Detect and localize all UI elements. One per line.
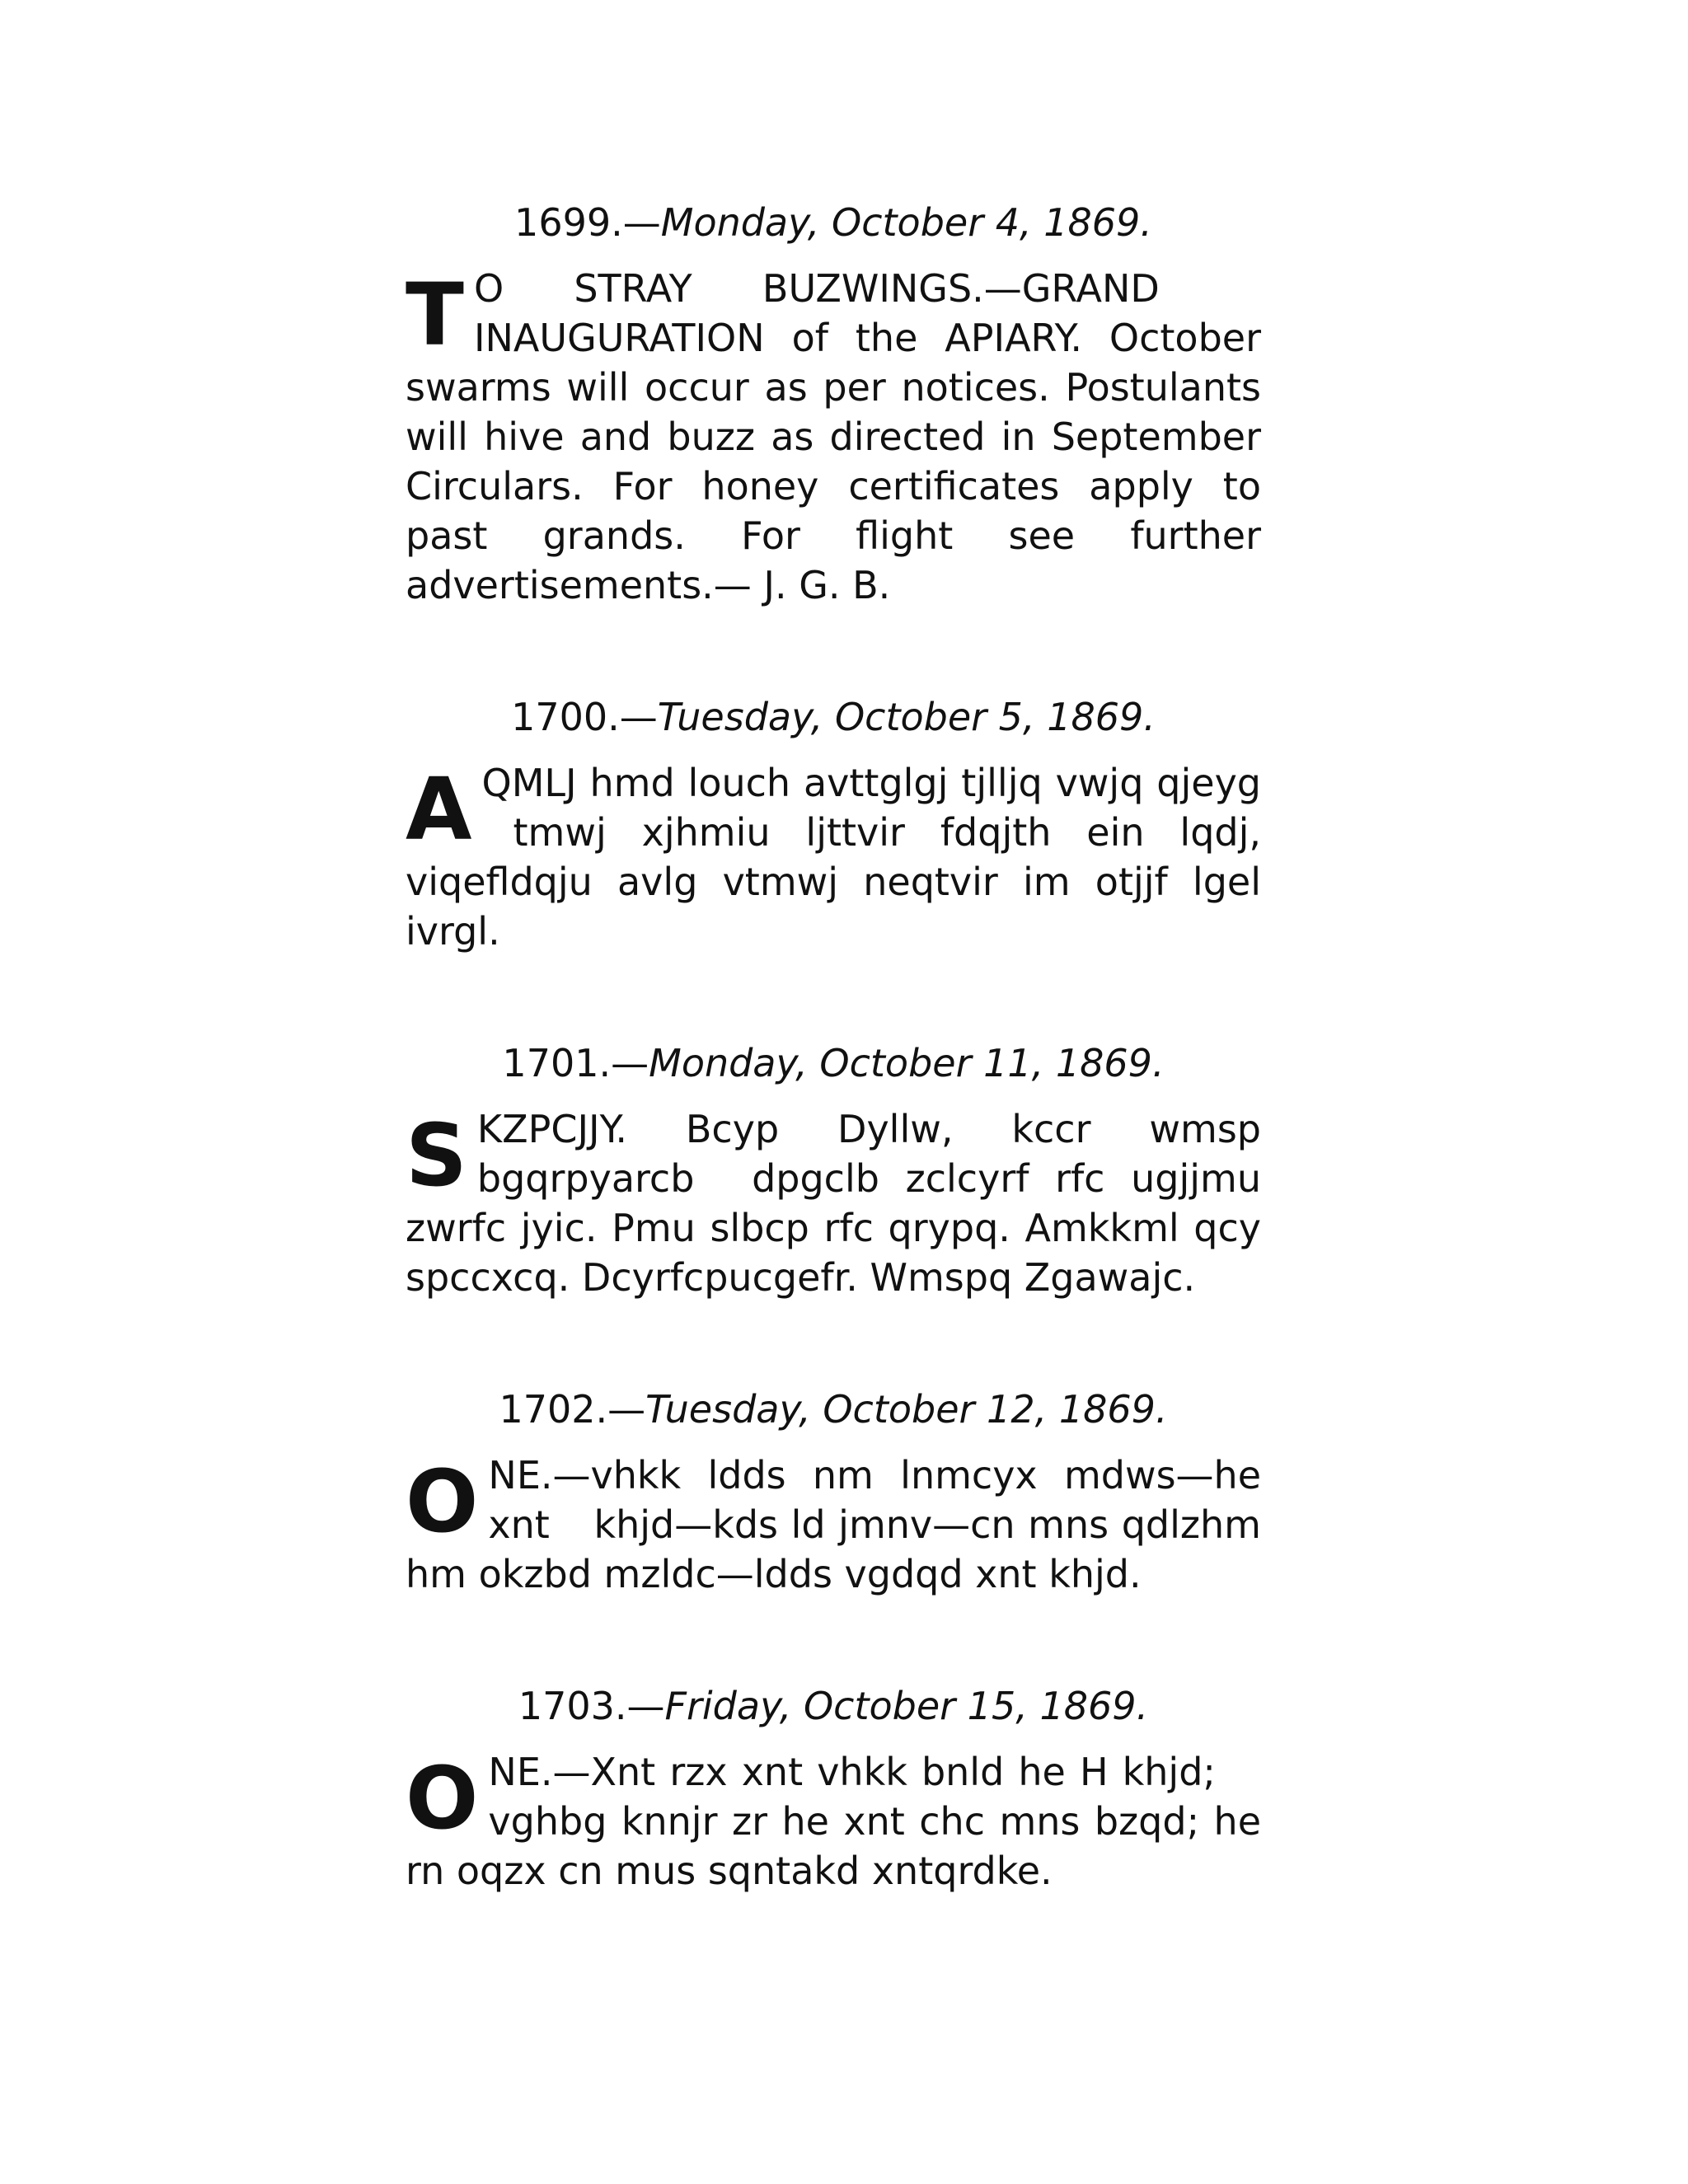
- entry-heading: [406, 692, 1261, 742]
- entry-first-line: O STRAY BUZWINGS.—GRAND: [473, 266, 1160, 311]
- notice-entry-1699: [406, 198, 1261, 610]
- entry-text: tmwj xjhmiu ljttvir fdqjth ein lqdj, viqefldqju avlg vtmwj neqtvir im otjjf lgel ivrgl.: [406, 810, 1261, 954]
- drop-cap: O: [406, 1451, 479, 1552]
- entry-text: INAUGURATION of the APIARY. October swarms will occur as per notices. Postulants will hive and buzz as directed in September Circulars. For honey certificates apply to past grands. For flight see further advertisements.— J. G. B.: [406, 316, 1261, 607]
- entry-date: Tuesday, October 5, 1869.: [657, 695, 1156, 739]
- entry-dash: —: [622, 200, 661, 245]
- entry-number: 1702.: [499, 1387, 608, 1432]
- entry-date: Monday, October 4, 1869.: [660, 200, 1152, 245]
- entry-heading: [406, 1385, 1261, 1434]
- document-page: [406, 198, 1261, 1896]
- entry-number: 1699.: [514, 200, 623, 245]
- entry-body: [406, 1104, 1261, 1302]
- entry-body: [406, 1451, 1261, 1599]
- entry-text: dpgclb zclcyrf rfc ugjjmu zwrfc jyic. Pmu slbcp rfc qrypq. Amkkml qcy spccxcq. Dcyrfcpucgefr. Wmspq Zgawajc.: [406, 1156, 1261, 1300]
- entry-first-line: NE.—Xnt rzx xnt vhkk bnld he H khjd;: [488, 1750, 1216, 1794]
- notice-entry-1701: [406, 1038, 1261, 1302]
- entry-date: Monday, October 11, 1869.: [649, 1041, 1165, 1085]
- notice-entry-1703: [406, 1681, 1261, 1896]
- drop-cap: O: [406, 1748, 479, 1849]
- entry-first-line: QMLJ hmd louch avttglgj tjlljq vwjq qjeyg: [481, 761, 1261, 805]
- entry-body: [406, 758, 1261, 956]
- notice-entry-1700: [406, 692, 1261, 956]
- entry-date: Tuesday, October 12, 1869.: [645, 1387, 1168, 1432]
- entry-number: 1700.: [511, 695, 620, 739]
- entry-heading: [406, 1038, 1261, 1088]
- entry-heading: [406, 198, 1261, 247]
- entry-number: 1703.: [518, 1684, 627, 1728]
- entry-body: [406, 264, 1261, 610]
- entry-text: khjd—kds ld jmnv—cn mns qdlzhm hm okzbd mzldc—ldds vgdqd xnt khjd.: [406, 1502, 1261, 1596]
- entry-number: 1701.: [502, 1041, 612, 1085]
- drop-cap: A: [406, 759, 472, 860]
- entry-dash: —: [607, 1387, 646, 1432]
- drop-cap: S: [406, 1105, 467, 1206]
- entry-first-line: KZPCJJY. Bcyp Dyllw, kccr wmsp bgqrpyarcb: [476, 1107, 1261, 1201]
- entry-body: [406, 1747, 1261, 1896]
- entry-first-line: NE.—vhkk ldds nm lnmcyx mdws—he xnt: [488, 1453, 1261, 1547]
- entry-date: Friday, October 15, 1869.: [664, 1684, 1149, 1728]
- entry-dash: —: [611, 1041, 649, 1085]
- drop-cap: T: [406, 265, 464, 365]
- entry-dash: —: [619, 695, 658, 739]
- entry-text: vghbg knnjr zr he xnt chc mns bzqd; he rn oqzx cn mus sqntakd xntqrdke.: [406, 1799, 1261, 1893]
- entry-dash: —: [626, 1684, 665, 1728]
- notice-entry-1702: [406, 1385, 1261, 1599]
- entry-heading: [406, 1681, 1261, 1731]
